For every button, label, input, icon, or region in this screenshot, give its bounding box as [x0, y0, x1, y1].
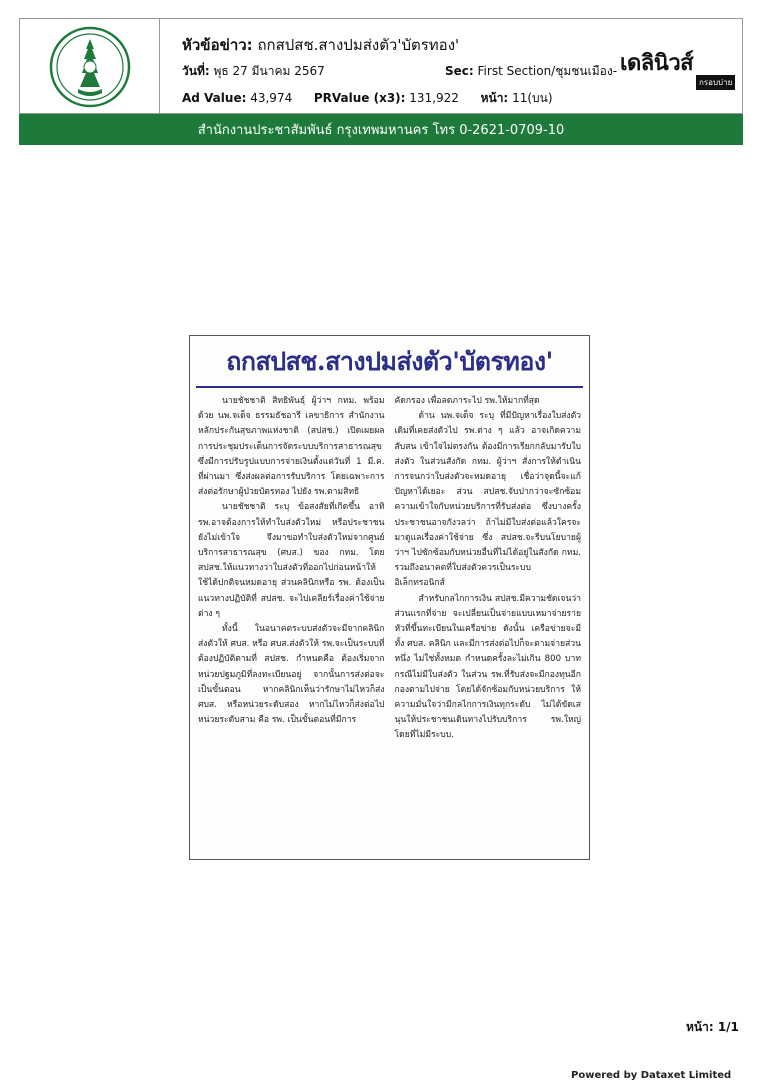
headline-text: ถกสปสช.สางปมส่งตัว'บัตรทอง': [257, 36, 460, 54]
paragraph: ด้าน นพ.จเด็จ ระบุ ที่มีปัญหาเรื่องใบส่งตัวเดิมที่เคยส่งตัวไป รพ.ต่าง ๆ แล้ว อาจเกิดความสับสน เข้าใจไม่ตรงกัน ต้องมีการเรียกกลับมารับใบส่งตัว ในส่วนสังกัด กทม. ผู้ว่าฯ สั่งการให้ดำเนินการจนกว่าใบส่งตัวจะหมดอายุ เชื่อว่าจุดนี้จะแก้ปัญหาได้เยอะ ส่วน สปสช.จับปากว่าจะซักซ้อมความเข้าใจกับหน่วยบริการที่รับส่งต่อ ซึ่งบางครั้งประชาชนอาจกังวลว่า ถ้าไม่มีใบส่งต่อแล้วใครจะมาดูแลเรื่องค่าใช้จ่าย ซึ่ง สปสช.จะรีบนโยบายผู้ว่าฯ ไปซักซ้อมกับหน่วยอื่นที่ไม่ได้อยู่ในสังกัด กทม. รวมถึงอนาคตที่ใบส่งตัวควรเป็นระบบอิเล็กทรอนิกส์: [394, 411, 581, 589]
page-label: หน้า:: [480, 91, 509, 105]
headline-label: หัวข้อข่าว:: [182, 36, 253, 54]
section-label: Sec:: [445, 64, 474, 78]
section-value: First Section/ชุมชนเมือง-: [477, 64, 618, 78]
date-line: [182, 62, 325, 81]
page-count: หน้า: 1/1: [686, 1020, 739, 1034]
powered-by: Powered by Dataxet Limited: [571, 1070, 732, 1081]
date-value: พุธ 27 มีนาคม 2567: [213, 64, 325, 78]
date-label: วันที่:: [182, 64, 210, 78]
clipping-header: [19, 18, 743, 114]
section-line: [445, 62, 617, 81]
article-title: ถกสปสช.สางปมส่งตัว'บัตรทอง': [196, 336, 583, 388]
article-column-1: [198, 394, 385, 744]
paragraph: สำหรับกลไกการเงิน สปสช.มีความชัดเจนว่าส่วนแรกที่จ่าย จะเปลี่ยนเป็นจ่ายแบบเหมาจ่ายรายหัวที่ขึ้นทะเบียนในเครือข่าย ดังนั้น เครือข่ายจะมีทั้ง ศบส. คลินิก และมีการส่งต่อไปก็จะตามจ่ายส่วนหนึ่ง ไม่ใช่ทั้งหมด กำหนดครั้งละไม่เกิน 800 บาท กรณีไม่มีใบส่งตัว ในส่วน รพ.ที่รับส่งจะมีกองทุนอีกกองตามไปจ่าย โดยได้จักซ้อมกับหน่วยบริการ ให้ความมั่นใจว่ามีกลไกการเงินทุกระดับ ไม่ได้ขัดเสนุนให้ประชาชนเดินทางไปรับบริการ รพ.ใหญ่ โดยที่ไม่มีระบบ.: [394, 593, 581, 741]
paragraph: ทั้งนี้ ในอนาคตระบบส่งตัวจะมีจากคลินิกส่งตัวให้ ศบส. หรือ ศบส.ส่งตัวให้ รพ.จะเป็นระบบที่ต้องปฏิบัติตามที่ สปสช. กำหนดคือ ต้องเริ่มจากหน่วยปฐมภูมิที่ลงทะเบียนอยู่ จากนั้นการส่งต่อจะเป็นขั้นตอน หากคลินิกเห็นว่ารักษาไม่ไหวก็ส่ง ศบส. หรือหน่วยระดับสอง หากไม่ไหวก็ส่งต่อไปหน่วยระดับสาม คือ รพ. เป็นขั้นตอนที่มีการ: [198, 624, 385, 726]
value-line: [182, 89, 553, 108]
ad-value-label: Ad Value:: [182, 91, 247, 105]
pr-value: 131,922: [409, 91, 459, 105]
paragraph: นายชัชชาติ ระบุ ข้อสงสัยที่เกิดขึ้น อาทิ รพ.อาจต้องการให้ทำใบส่งตัวใหม่ หรือประชาชนยังไม่เข้าใจ จึงมาขอทำใบส่งตัวใหม่จากศูนย์บริการสาธารณสุข (ศบส.) ของ กทม. โดย สปสช.ให้แนวทางว่าใบส่งตัวที่ออกไปก่อนหน้าให้ใช้ได้ปกติจนหมดอายุ ส่วนคลินิกหรือ รพ. ต้องเป็นแนวทางปฏิบัติที่ สปสช. จะไปเคลียร์เรื่องค่าใช้จ่ายต่าง ๆ: [198, 502, 385, 619]
page-value: 11(บน): [512, 91, 553, 105]
paragraph: คัดกรอง เพื่อลดภาระไป รพ.ให้มากที่สุด: [394, 396, 540, 406]
news-clipping: [189, 335, 590, 860]
article-body: [190, 388, 589, 744]
seal-icon: [48, 25, 132, 109]
paragraph: นายชัชชาติ สิทธิพันธุ์ ผู้ว่าฯ กทม. พร้อมด้วย นพ.จเด็จ ธรรมธัชอารี เลขาธิการ สำนักงานหลักประกันสุขภาพแห่งชาติ (สปสช.) เปิดเผยผลการประชุมประเด็นการจัดระบบบริการสาธารณสุข ซึ่งมีการปรับรูปแบบการจ่ายเงินตั้งแต่วันที่ 1 มี.ค. ที่ผ่านมา ซึ่งส่งผลต่อการรับบริการ โดยเฉพาะการส่งต่อรักษาผู้ป่วยบัตรทอง ไปยัง รพ.ตามสิทธิ: [198, 396, 385, 498]
pr-value-label: PRValue (x3):: [313, 91, 406, 105]
newspaper-name: เดลินิวส์: [620, 51, 694, 76]
office-contact-bar: สำนักงานประชาสัมพันธ์ กรุงเทพมหานคร โทร 0-2621-0709-10: [19, 114, 743, 145]
headline-line: [182, 33, 459, 57]
bma-seal-logo: [20, 19, 160, 114]
article-column-2: [395, 394, 582, 744]
ad-value: 43,974: [250, 91, 293, 105]
newspaper-logo: [620, 45, 733, 87]
edition-badge: กรอบบ่าย: [696, 75, 735, 90]
